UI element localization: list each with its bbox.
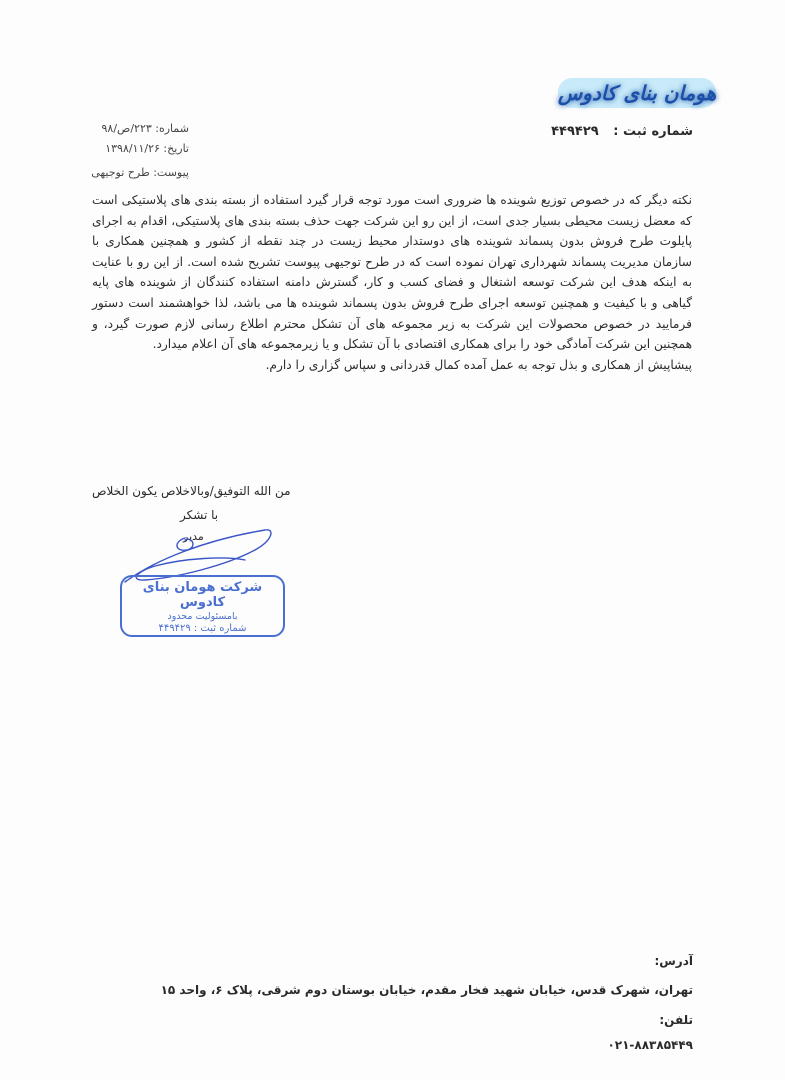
- body-paragraph-1: نکته دیگر که در خصوص توزیع شوینده ها ضروری است مورد توجه قرار گیرد استفاده از بسته بندی های پلاستیکی است که معضل زیست محیطی بسیار جدی است، از این رو این شرکت جهت حذف بسته بندی های پلاستیکی، اقدام به اجرای پایلوت طرح فروش بدون پسماند شوینده های دوستدار محیط زیست در چند نقطه از کشور و همچنین همکاری با سازمان مدیریت پسماند شهرداری تهران نموده است که در طرح توجیهی پیوست تشریح شده است. از این رو با عنایت به اینکه هدف این شرکت توسعه اشتغال و فضای کسب و کار، گسترش دامنه استفاده کنندگان از شوینده های پایه گیاهی و با کیفیت و همچنین توسعه اجرای طرح فروش بدون پسماند شوینده ها می باشد، لذا خواهشمند است دستور فرمایید در خصوص محصولات این شرکت به زیر مجموعه های آن تشکل محترم اطلاع رسانی لازم صورت گیرد، و همچنین این شرکت آمادگی خود را برای همکاری اقتصادی با آن تشکل و یا زیرمجموعه های آن اعلام میدارد.: [92, 193, 692, 352]
- valediction: من الله التوفیق/وبالاخلاص یکون الخلاص: [92, 484, 291, 498]
- thanks-line: با تشکر: [180, 508, 219, 522]
- letter-number: شماره: ۲۲۳/ص/۹۸: [101, 122, 189, 135]
- company-logo-text: هومان بنای کادوس: [557, 81, 717, 105]
- phone-value: ۰۲۱-۸۸۳۸۵۴۴۹: [607, 1038, 693, 1052]
- letter-date: تاریخ: ۱۳۹۸/۱۱/۲۶: [105, 142, 189, 155]
- letter-attachment: پیوست: طرح توجیهی: [91, 166, 189, 179]
- address-label: آدرس:: [654, 954, 693, 968]
- registration-number: ۴۴۹۴۲۹: [551, 124, 599, 139]
- registration-label: شماره ثبت :: [613, 124, 693, 139]
- signer-title: مدیر: [183, 530, 204, 543]
- phone-label: تلفن:: [659, 1013, 693, 1027]
- address-value: تهران، شهرک قدس، خیابان شهید فخار مقدم، خیابان بوستان دوم شرقی، پلاک ۶، واحد ۱۵: [160, 983, 693, 997]
- stamp-legal-form: بامسئولیت محدود: [167, 611, 238, 622]
- letter-body: [92, 190, 692, 375]
- company-logo: [552, 68, 722, 116]
- registration-line: [551, 124, 693, 139]
- stamp-registration: شماره ثبت : ۴۴۹۴۲۹: [158, 623, 247, 634]
- body-paragraph-2: پیشاپیش از همکاری و بذل توجه به عمل آمده کمال قدردانی و سپاس گزاری را دارم.: [265, 357, 692, 372]
- stamp-company-name: شرکت هومان بنای کادوس: [142, 580, 263, 610]
- company-stamp: [120, 575, 285, 637]
